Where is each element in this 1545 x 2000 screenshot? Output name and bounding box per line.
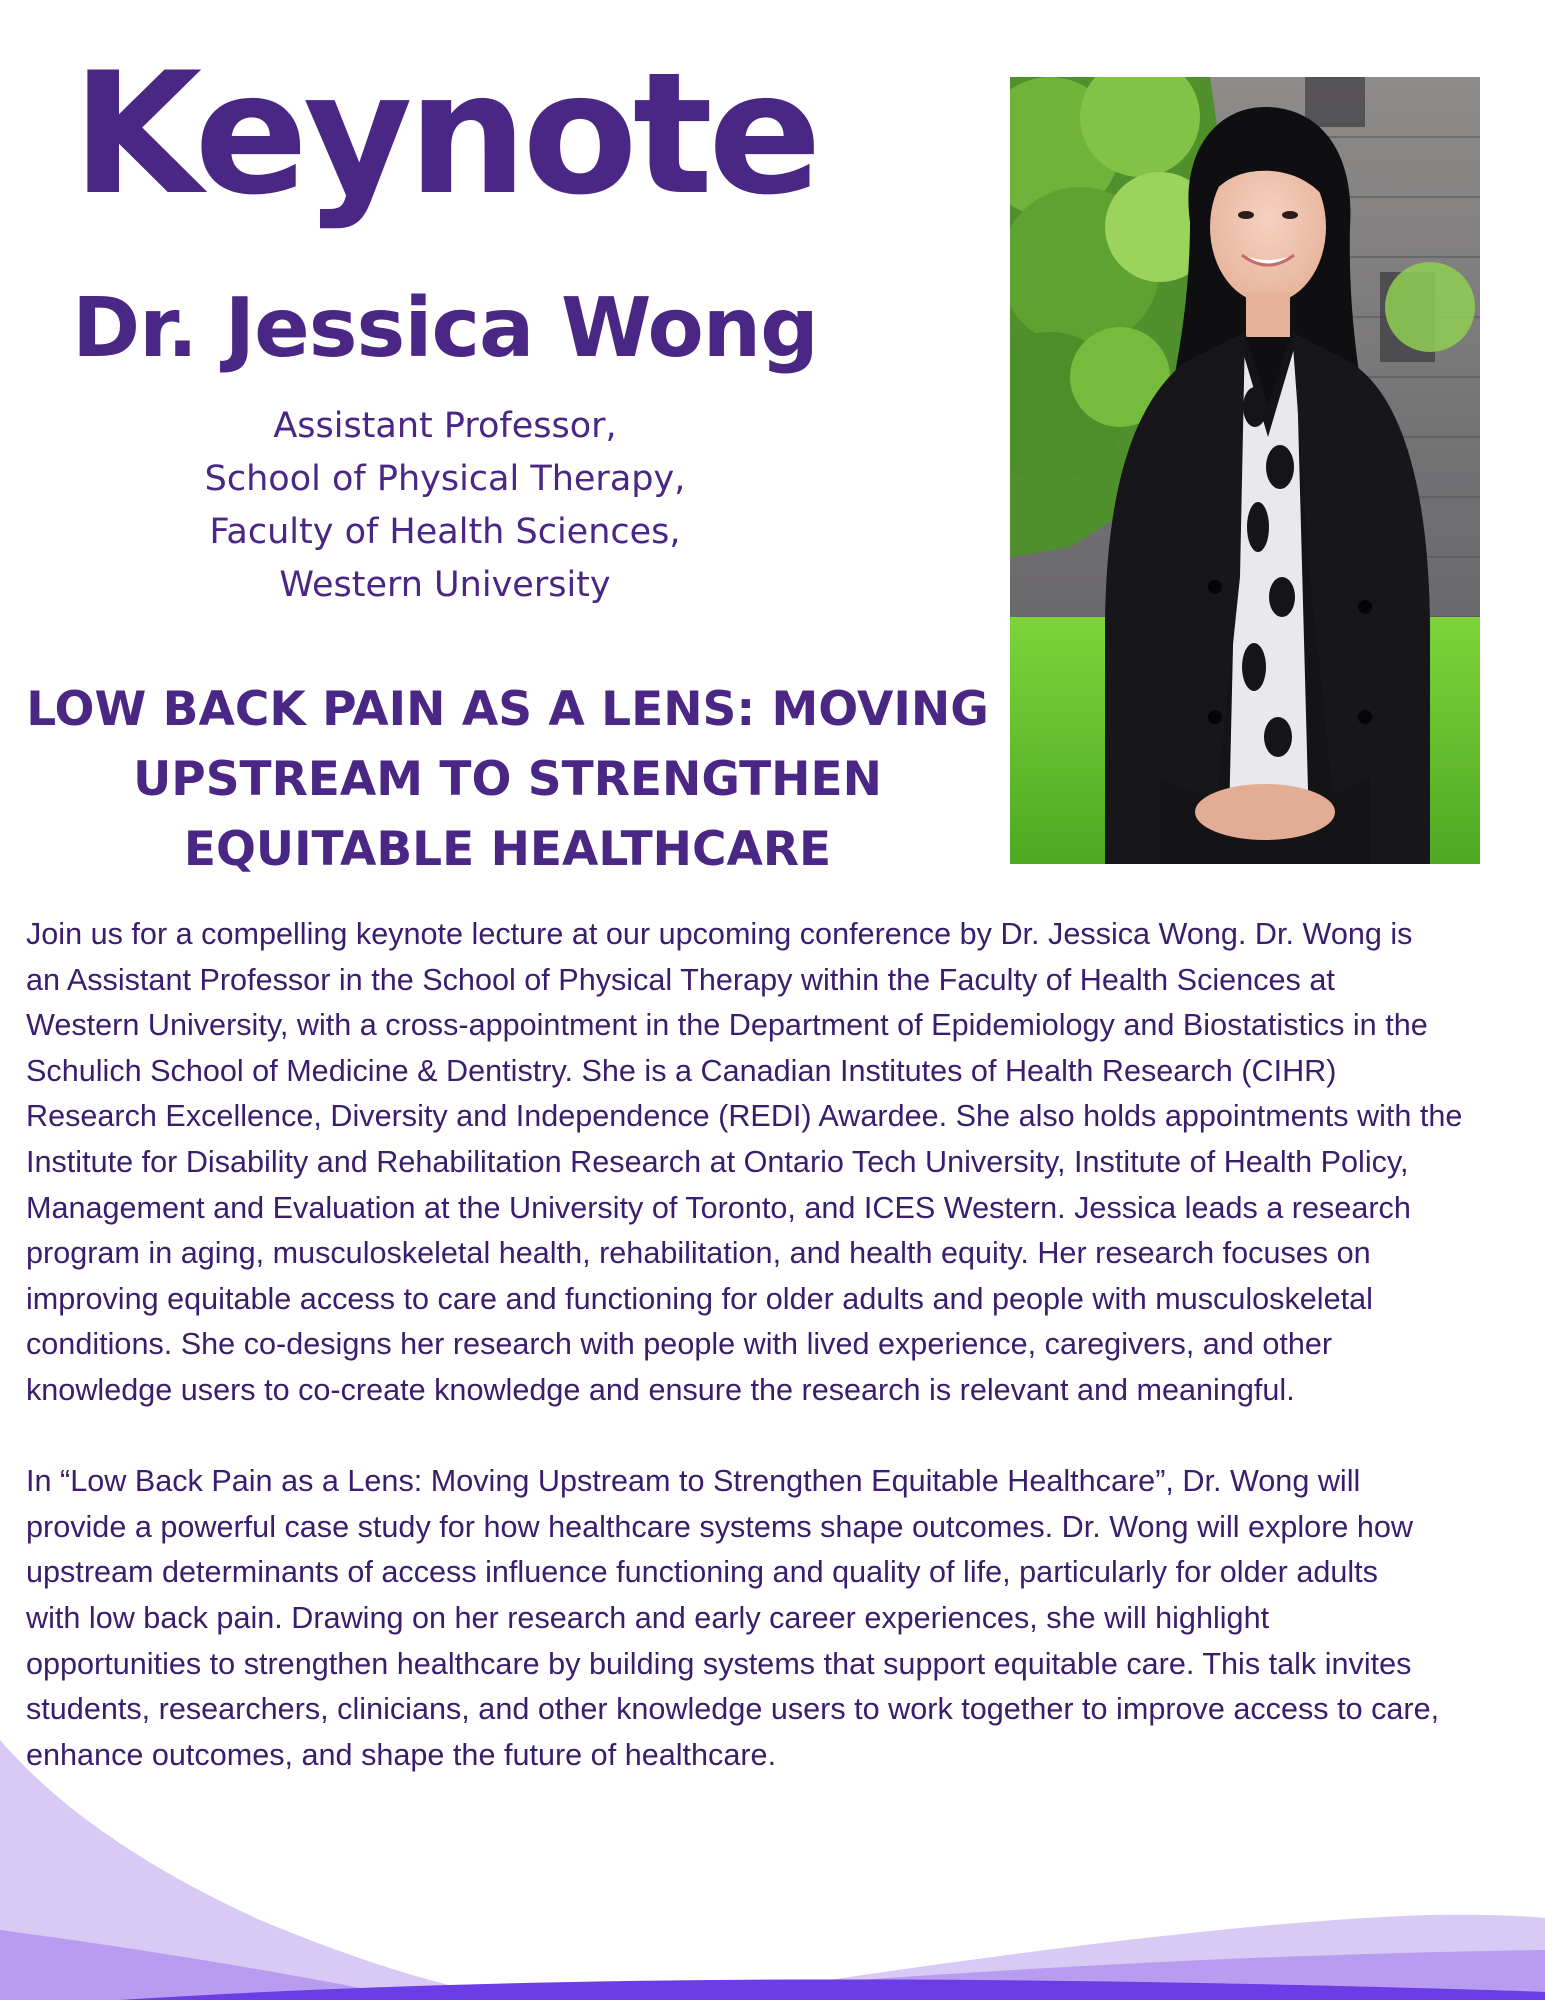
speaker-name: Dr. Jessica Wong [72,281,818,376]
bio-line: an Assistant Professor in the School of Physical Therapy within the Faculty of Health Sciences at [26,962,1335,997]
bio-line: Western University, with a cross-appointment in the Department of Epidemiology and Biostatistics in the [26,1008,1428,1043]
bio-paragraph [26,912,1545,1414]
bio-line: improving equitable access to care and functioning for older adults and people with musculoskeletal [26,1281,1373,1316]
bio-line: Schulich School of Medicine & Dentistry. She is a Canadian Institutes of Health Research (CIHR) [26,1053,1337,1088]
bio-line: Research Excellence, Diversity and Independence (REDI) Awardee. She also holds appointments with the [26,1099,1463,1134]
description-line: with low back pain. Drawing on her research and early career experiences, she will highlight [26,1600,1270,1635]
bio-line: Join us for a compelling keynote lecture at our upcoming conference by Dr. Jessica Wong. Dr. Wong is [26,917,1413,951]
description-line: In “Low Back Pain as a Lens: Moving Upstream to Strengthen Equitable Healthcare”, Dr. Wong will [26,1464,1361,1499]
talk-title-line: LOW BACK PAIN AS A LENS: MOVING [26,682,989,737]
bio-line: Institute for Disability and Rehabilitation Research at Ontario Tech University, Institute of Health Policy, [26,1144,1409,1179]
talk-title [0,675,1015,885]
description-line: students, researchers, clinicians, and other knowledge users to work together to improve access to care, [26,1692,1440,1727]
description-line: opportunities to strengthen healthcare by building systems that support equitable care. This talk invites [26,1646,1412,1681]
talk-description-paragraph [26,1459,1545,1778]
bio-line: knowledge users to co-create knowledge and ensure the research is relevant and meaningful. [26,1372,1295,1407]
keynote-headline: Keynote [72,36,817,232]
talk-title-line: EQUITABLE HEALTHCARE [183,822,832,877]
talk-title-line: UPSTREAM TO STRENGTHEN [133,752,882,807]
bio-line: program in aging, musculoskeletal health, rehabilitation, and health equity. Her research focuses on [26,1236,1371,1271]
speaker-affiliation [0,400,890,612]
decorative-purple-waves [0,1740,1545,2000]
description-line: provide a powerful case study for how healthcare systems shape outcomes. Dr. Wong will explore how [26,1509,1414,1544]
affiliation-line: Faculty of Health Sciences, [209,512,681,552]
speaker-bio [26,912,1545,1778]
description-line: enhance outcomes, and shape the future of healthcare. [26,1737,777,1772]
affiliation-line: Assistant Professor, [273,406,617,446]
speaker-portrait-photo [1010,77,1480,864]
affiliation-line: School of Physical Therapy, [204,459,686,499]
bio-line: Management and Evaluation at the University of Toronto, and ICES Western. Jessica leads a research [26,1190,1411,1225]
bio-line: conditions. She co-designs her research with people with lived experience, caregivers, and other [26,1327,1333,1362]
affiliation-line: Western University [279,565,611,605]
description-line: upstream determinants of access influence functioning and quality of life, particularly for older adults [26,1555,1378,1590]
